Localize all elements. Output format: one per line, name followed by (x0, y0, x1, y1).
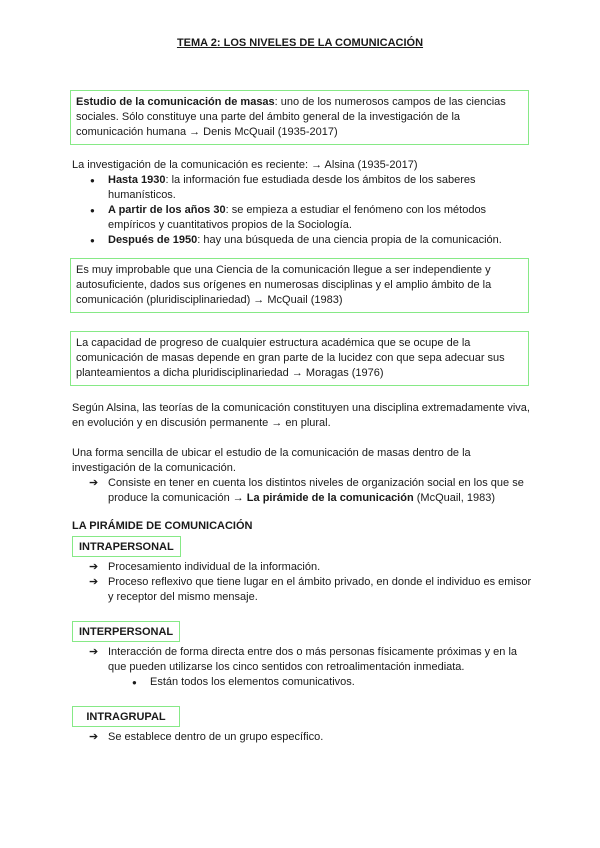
list-item: ➔ Procesamiento individual de la información. (108, 560, 532, 575)
arrow-list (72, 476, 532, 506)
sub-list (72, 675, 532, 690)
alsina-paragraph (72, 401, 532, 431)
quote-box-text: Es muy improbable que una Ciencia de la comunicación llegue a ser independiente y autosuficiente, dados sus orígenes en numerosas disciplinas y el amplio ámbito de la comunicación (pluridisciplinariedad) → McQuail (1983) (76, 264, 492, 306)
quote-box-mcquail-2 (70, 258, 529, 313)
pyramid-heading: LA PIRÁMIDE DE COMUNICACIÓN (72, 520, 253, 532)
document-title: TEMA 2: LOS NIVELES DE LA COMUNICACIÓN (176, 37, 424, 49)
quote-box-moragas (70, 331, 529, 386)
timeline-list (72, 173, 532, 248)
item-bold: Hasta 1930 (108, 174, 166, 186)
item-citation: (McQuail, 1983) (413, 492, 495, 504)
level-tag-interpersonal: INTERPERSONAL (72, 621, 180, 642)
list-item: ● Están todos los elementos comunicativos. (150, 675, 532, 690)
list-item (108, 203, 532, 233)
level-interpersonal-section (72, 645, 532, 690)
term-bold: Estudio de la comunicación de masas (76, 96, 275, 108)
quote-box-text (76, 95, 522, 140)
level-tag-intragrupal: INTRAGRUPAL (72, 706, 180, 727)
list-item (108, 173, 532, 203)
level-tag-intrapersonal: INTRAPERSONAL (72, 536, 181, 557)
list-item: ➔ Proceso reflexivo que tiene lugar en el ámbito privado, en donde el individuo es emisor y receptor del mismo mensaje. (108, 575, 532, 605)
item-bold: Después de 1950 (108, 234, 198, 246)
quote-box-mcquail-1 (70, 90, 529, 145)
item-bold: A partir de los años 30 (108, 204, 226, 216)
list-item: ➔ Interacción de forma directa entre dos o más personas físicamente próximas y en la que pueden utilizarse los cinco sentidos con retroalimentación inmediata. (108, 645, 532, 675)
level-intragrupal-section (72, 730, 532, 745)
pyramid-intro-section (72, 446, 532, 506)
level-intrapersonal-section (72, 560, 532, 605)
item-text: Consiste en tener en cuenta los distintos niveles de organización social en los que se produce la comunicación → (108, 477, 524, 504)
list-item (108, 476, 532, 506)
list-item: ➔ Se establece dentro de un grupo específico. (108, 730, 532, 745)
paragraph-text: Una forma sencilla de ubicar el estudio de la comunicación de masas dentro de la investigación de la comunicación. (72, 447, 471, 474)
item-text: : la información fue estudiada desde los ámbitos de los saberes humanísticos. (108, 174, 476, 201)
arrow-list (72, 730, 532, 745)
paragraph-text: Según Alsina, las teorías de la comunicación constituyen una disciplina extremadamente viva, en evolución y en discusión permanente → en plural. (72, 402, 530, 429)
arrow-list (72, 560, 532, 605)
term-definition: : uno de los numerosos campos de las ciencias sociales. Sólo constituye una parte del ámbito general de la investigación de la comunicación humana → Denis McQuail (1935-2017) (76, 96, 506, 138)
item-text: : se empieza a estudiar el fenómeno con los métodos empíricos y cuantitativos propios de la Sociología. (108, 204, 487, 231)
intro-section (72, 158, 532, 248)
item-text: : hay una búsqueda de una ciencia propia de la comunicación. (197, 234, 502, 246)
quote-box-text: La capacidad de progreso de cualquier estructura académica que se ocupe de la comunicación de masas depende en gran parte de la lucidez con que sepa adecuar sus planteamientos a dicha pluridisciplinariedad → Moragas (1976) (76, 337, 505, 379)
intro-text: La investigación de la comunicación es reciente: → Alsina (1935-2017) (72, 159, 418, 171)
item-bold: La pirámide de la comunicación (246, 492, 414, 504)
arrow-list (72, 645, 532, 675)
list-item (108, 233, 532, 248)
